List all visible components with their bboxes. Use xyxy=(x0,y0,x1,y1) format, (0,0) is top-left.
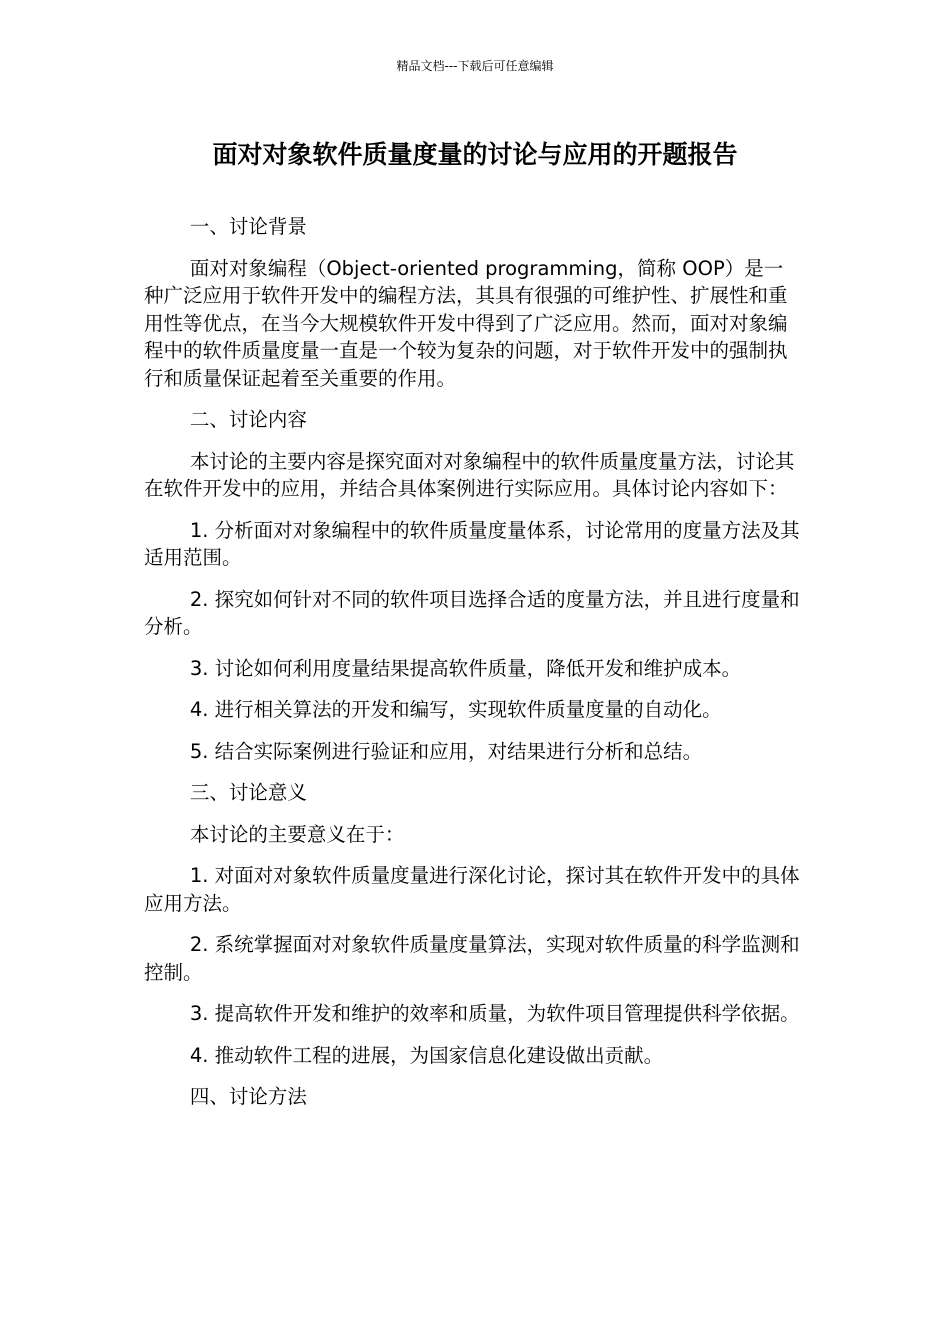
paragraph-significance-intro: 本讨论的主要意义在于： xyxy=(189,822,405,846)
section-heading-content: 二、讨论内容 xyxy=(189,408,307,431)
page-header-watermark: 精品文档---下载后可任意编辑 xyxy=(396,59,554,73)
significance-list-item: 4. 推动软件工程的进展，为国家信息化建设做出贡献。 xyxy=(189,1043,664,1067)
significance-list-item: 1. 对面对对象软件质量度量进行深化讨论，探讨其在软件开发中的具体应用方法。 xyxy=(144,864,800,915)
document-title: 面对对象软件质量度量的讨论与应用的开题报告 xyxy=(212,140,738,169)
content-list-item: 1. 分析面对对象编程中的软件质量度量体系，讨论常用的度量方法及其适用范围。 xyxy=(144,518,800,569)
section-heading-background: 一、讨论背景 xyxy=(189,215,307,238)
content-list-item: 2. 探究如何针对不同的软件项目选择合适的度量方法，并且进行度量和分析。 xyxy=(144,587,800,638)
section-heading-method: 四、讨论方法 xyxy=(189,1085,307,1108)
significance-list-item: 3. 提高软件开发和维护的效率和质量，为软件项目管理提供科学依据。 xyxy=(189,1002,800,1025)
section-heading-significance: 三、讨论意义 xyxy=(189,781,307,804)
paragraph-background: 面对对象编程（Object-oriented programming，简称 OOP）是一种广泛应用于软件开发中的编程方法，其具有很强的可维护性、扩展性和重用性等优点，在当今大规模软件开发中得到了广泛应用。然而，面对对象编程中的软件质量度量一直是一个较为复杂的问题，对于软件开发中的强制执行和质量保证起着至关重要的作用。 xyxy=(144,256,788,390)
content-list-item: 3. 讨论如何利用度量结果提高软件质量，降低开发和维护成本。 xyxy=(189,656,742,680)
document-body xyxy=(144,213,802,1125)
significance-list-item: 2. 系统掌握面对对象软件质量度量算法，实现对软件质量的科学监测和控制。 xyxy=(144,933,800,984)
content-list-item: 4. 进行相关算法的开发和编写，实现软件质量度量的自动化。 xyxy=(189,698,722,721)
content-list-item: 5. 结合实际案例进行验证和应用，对结果进行分析和总结。 xyxy=(189,739,703,763)
paragraph-content-intro: 本讨论的主要内容是探究面对对象编程中的软件质量度量方法，讨论其在软件开发中的应用，并结合具体案例进行实际应用。具体讨论内容如下： xyxy=(144,449,795,500)
